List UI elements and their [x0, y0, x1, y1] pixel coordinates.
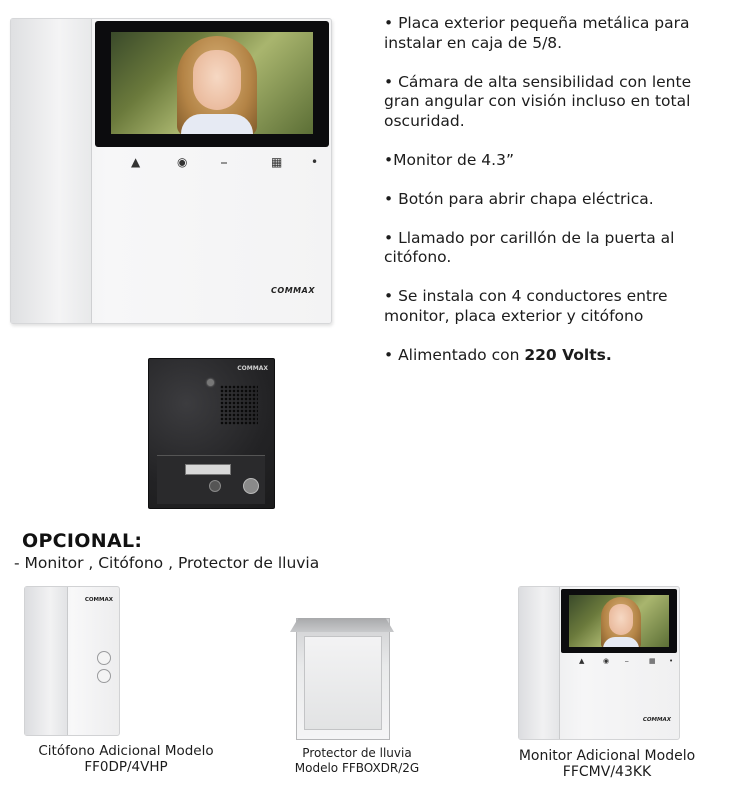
- monitor-control-buttons: [131, 155, 321, 171]
- protector-roof: [290, 618, 394, 632]
- section-title: OPCIONAL:: [22, 530, 143, 552]
- citofono-button: [97, 651, 111, 665]
- caption-line: FFCMV/43KK: [562, 764, 652, 780]
- girl-face: [609, 604, 633, 635]
- caption-line: Protector de lluvia: [302, 746, 412, 760]
- dot-icon: •: [669, 657, 674, 665]
- menu-grid-icon: ▦: [271, 155, 283, 169]
- record-icon: ◉: [177, 155, 188, 169]
- citofono-image: [24, 586, 120, 736]
- monitor-screen: [111, 32, 313, 134]
- monitor-handset: [519, 587, 560, 739]
- feature-item: • Cámara de alta sensibilidad con lente gran angular con visión incluso en total oscuridad.: [384, 72, 692, 130]
- dot-icon: •: [311, 155, 319, 169]
- feature-item-power: [384, 346, 718, 366]
- citofono-button: [97, 669, 111, 683]
- feature-voltage: 220 Volts.: [524, 345, 612, 364]
- feature-item: • Llamado por carillón de la puerta al citófono.: [384, 228, 675, 266]
- feature-item: •Monitor de 4.3”: [384, 150, 514, 169]
- citofono-caption: [6, 743, 246, 775]
- caption-line: Monitor Adicional Modelo: [518, 748, 696, 764]
- panel-lower-section: [157, 455, 265, 504]
- caption-line: Modelo FFBOXDR/2G: [294, 761, 420, 775]
- feature-list: [384, 14, 718, 385]
- feature-item: • Se instala con 4 conductores entre monitor, placa exterior y citófono: [384, 287, 668, 325]
- key-icon: ⎯: [625, 657, 629, 665]
- person-icon: ▲: [131, 155, 141, 169]
- key-icon: ⎯: [221, 155, 228, 169]
- panel-camera-lens: [207, 379, 214, 386]
- monitor-brand-logo: COMMAX: [271, 286, 315, 295]
- monitor-handset: [11, 19, 92, 323]
- section-subtitle: - Monitor , Citófono , Protector de lluvia: [14, 554, 320, 572]
- feature-item: • Botón para abrir chapa eléctrica.: [384, 189, 654, 208]
- record-icon: ◉: [603, 657, 610, 665]
- additional-monitor-image: [518, 586, 680, 740]
- monitor-screen: [569, 595, 669, 647]
- feature-text: • Alimentado con: [384, 345, 525, 364]
- citofono-brand-logo: COMMAX: [84, 597, 113, 603]
- feature-item: • Placa exterior pequeña metálica para instalar en caja de 5/8.: [384, 14, 690, 52]
- panel-call-button: [243, 478, 259, 494]
- protector-caption: [262, 746, 452, 776]
- person-icon: ▲: [579, 657, 585, 665]
- monitor-caption: [494, 748, 720, 780]
- outdoor-panel-image: [148, 358, 275, 509]
- monitor-screen-bezel: [95, 21, 329, 147]
- caption-line: Citófono Adicional Modelo: [38, 743, 214, 759]
- girl-shirt: [181, 114, 253, 134]
- monitor-screen-bezel: [561, 589, 677, 653]
- main-monitor-image: [10, 18, 332, 324]
- protector-inner: [304, 636, 382, 730]
- panel-led: [209, 480, 221, 492]
- panel-brand-logo: COMMAX: [237, 365, 268, 372]
- monitor-brand-logo: COMMAX: [642, 717, 671, 723]
- panel-speaker-grille: [220, 385, 258, 425]
- caption-line: FF0DP/4VHP: [84, 759, 168, 775]
- girl-face: [193, 50, 241, 110]
- menu-grid-icon: ▦: [649, 657, 656, 665]
- panel-name-label: [185, 464, 231, 475]
- rain-protector-image: [288, 618, 396, 742]
- citofono-handset: [25, 587, 68, 735]
- monitor-control-buttons: [579, 657, 675, 667]
- girl-shirt: [603, 637, 639, 647]
